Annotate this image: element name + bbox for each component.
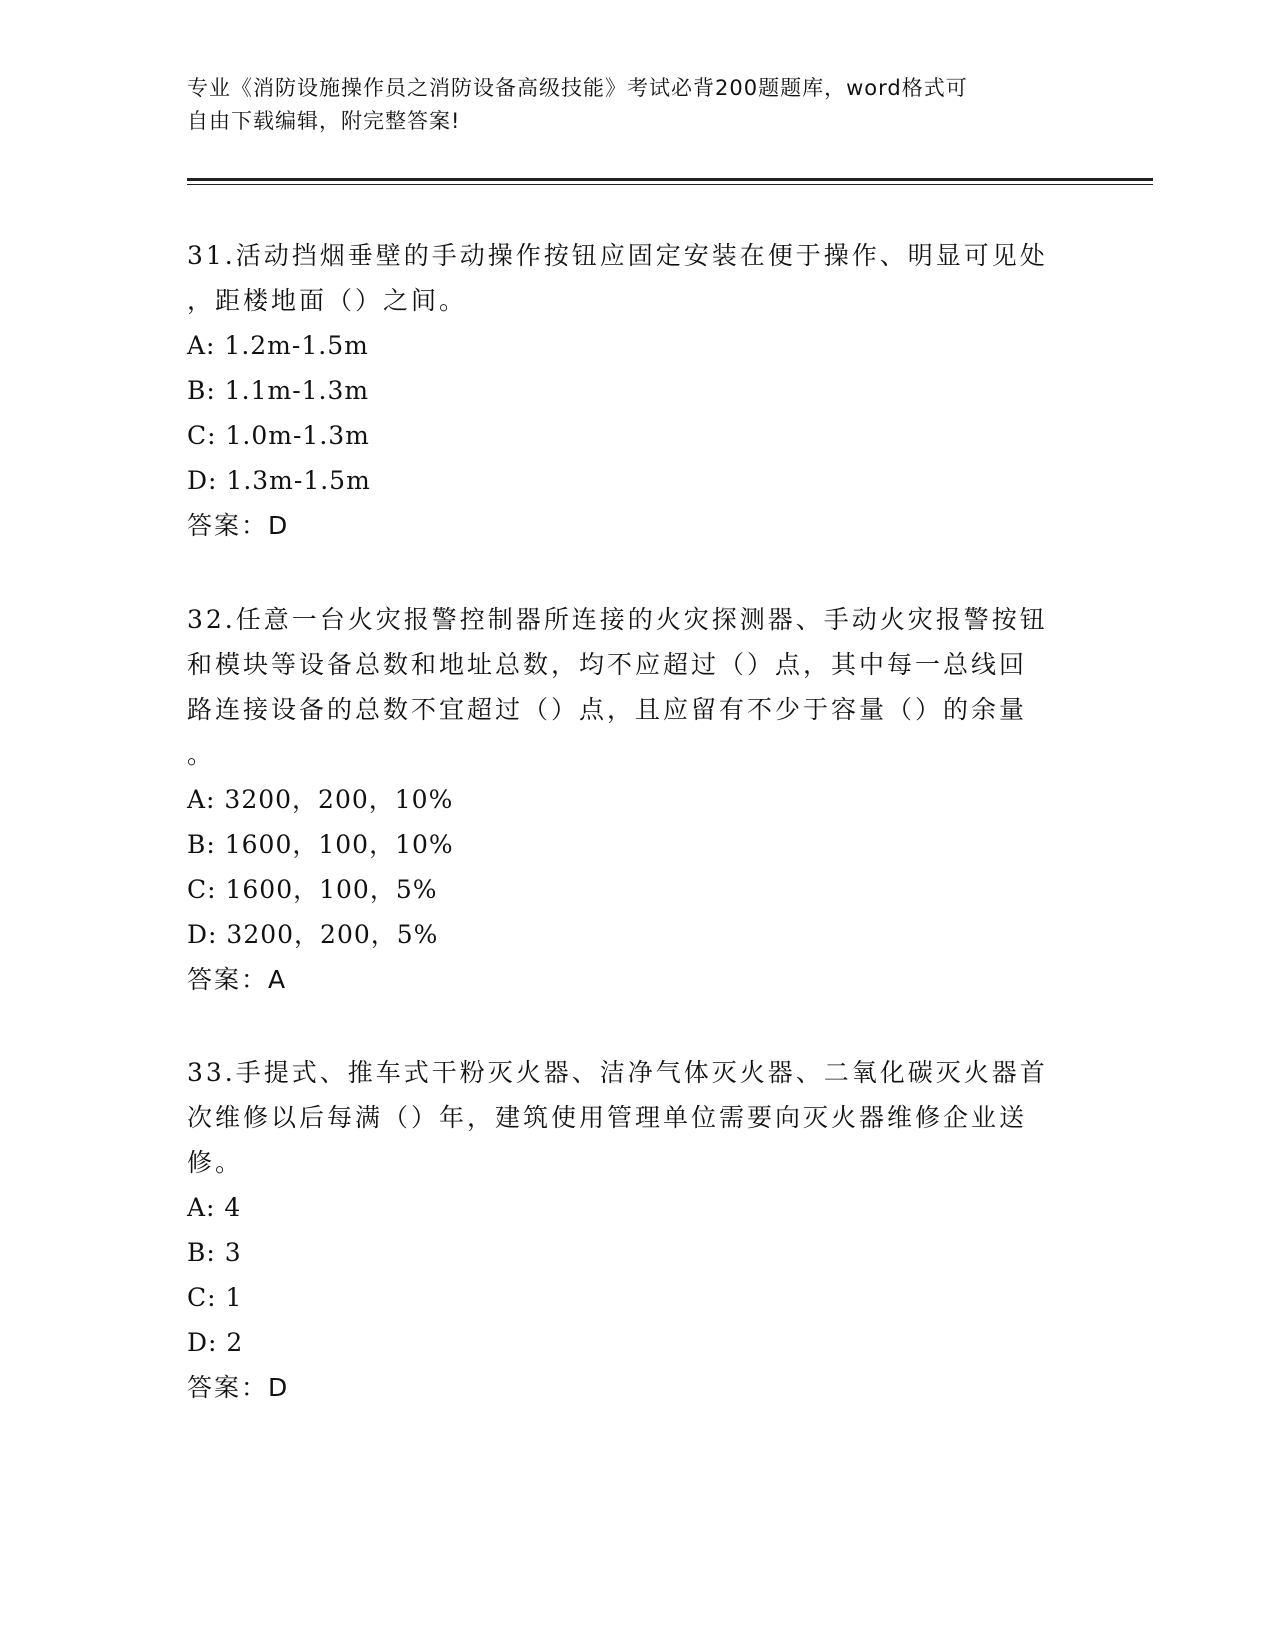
option-a: A: 3200，200，10% xyxy=(187,785,454,814)
stem-line: 31.活动挡烟垂壁的手动操作按钮应固定安装在便于操作、明显可见处 xyxy=(187,241,1048,270)
stem-line: 次维修以后每满（）年，建筑使用管理单位需要向灭火器维修企业送 xyxy=(187,1103,1028,1132)
option-a: A: 4 xyxy=(187,1193,242,1222)
option-b: B: 1.1m-1.3m xyxy=(187,376,370,405)
option-d: D: 1.3m-1.5m xyxy=(187,466,371,495)
answer-line: 答案：D xyxy=(187,1373,290,1402)
question-stem xyxy=(187,233,1087,323)
option-c: C: 1600，100，5% xyxy=(187,875,438,904)
stem-line: 路连接设备的总数不宜超过（）点，且应留有不少于容量（）的余量 xyxy=(187,695,1028,724)
stem-line: 33.手提式、推车式干粉灭火器、洁净气体灭火器、二氧化碳灭火器首 xyxy=(187,1058,1048,1087)
document-header xyxy=(187,72,1087,138)
option-c: C: 1 xyxy=(187,1283,243,1312)
option-b: B: 1600，100，10% xyxy=(187,830,454,859)
question-32 xyxy=(187,597,1087,1002)
option-d: D: 2 xyxy=(187,1328,244,1357)
option-b: B: 3 xyxy=(187,1238,242,1267)
header-divider-thin xyxy=(187,184,1153,185)
header-divider-thick xyxy=(187,178,1153,181)
option-d: D: 3200，200，5% xyxy=(187,920,439,949)
stem-line: 修。 xyxy=(187,1148,244,1177)
stem-line: ，距楼地面（）之间。 xyxy=(187,286,468,315)
header-line-2: 自由下载编辑，附完整答案! xyxy=(187,109,461,133)
question-31 xyxy=(187,233,1087,548)
header-line-1: 专业《消防设施操作员之消防设备高级技能》考试必背200题题库，word格式可 xyxy=(187,76,968,100)
question-stem xyxy=(187,1050,1087,1185)
option-a: A: 1.2m-1.5m xyxy=(187,331,369,360)
stem-line: 。 xyxy=(187,740,216,769)
question-33 xyxy=(187,1050,1087,1410)
stem-line: 和模块等设备总数和地址总数，均不应超过（）点，其中每一总线回 xyxy=(187,650,1028,679)
option-c: C: 1.0m-1.3m xyxy=(187,421,370,450)
answer-line: 答案：A xyxy=(187,965,288,994)
answer-line: 答案：D xyxy=(187,511,290,540)
question-stem xyxy=(187,597,1087,777)
stem-line: 32.任意一台火灾报警控制器所连接的火灾探测器、手动火灾报警按钮 xyxy=(187,605,1048,634)
